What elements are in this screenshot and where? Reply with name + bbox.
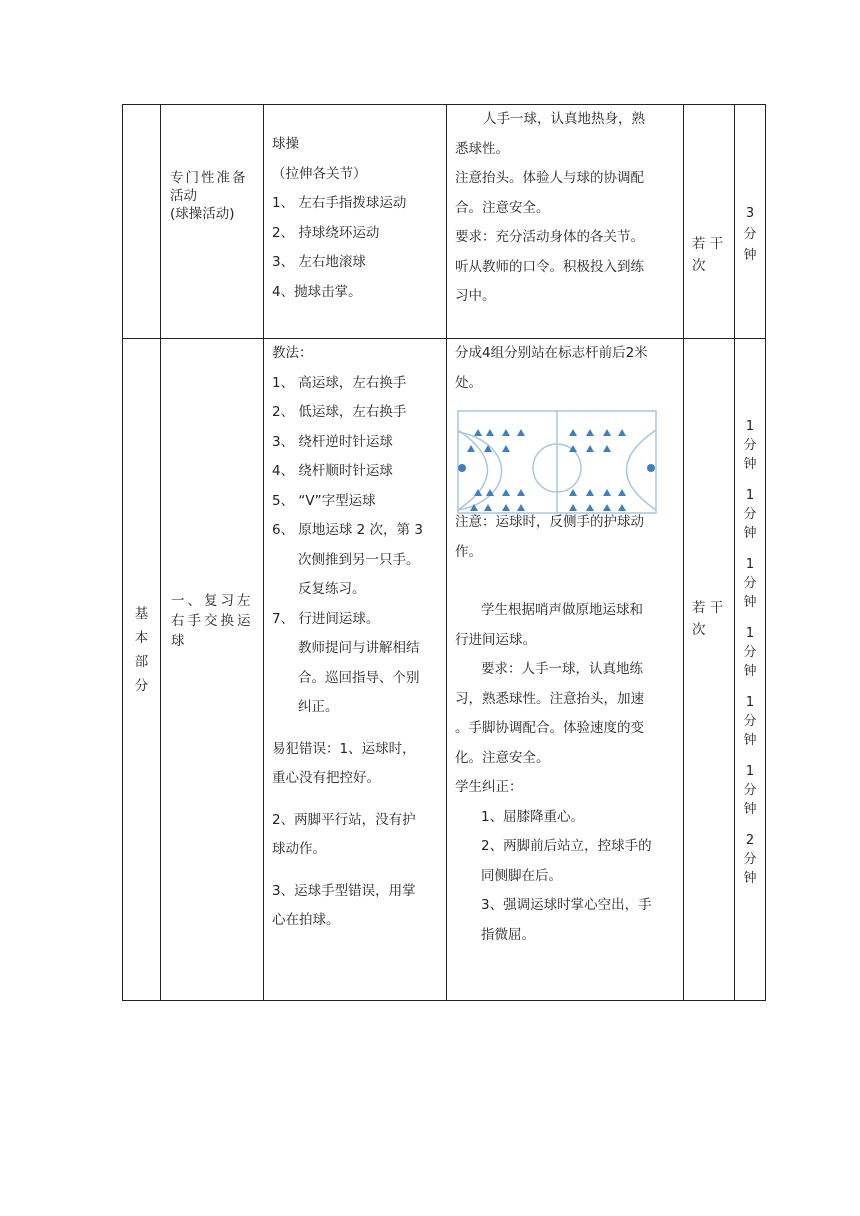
times-line: 次 xyxy=(692,258,706,274)
req-line: 悉球性。 xyxy=(455,140,509,157)
req-line: 作。 xyxy=(455,543,482,560)
error-line: 心在拍球。 xyxy=(272,912,340,928)
activity-line: 活动 xyxy=(170,188,197,204)
method-item: 4、 绕杆顺时针运球 xyxy=(272,463,393,479)
req-line: 。手脚协调配合。体验速度的变 xyxy=(455,720,644,736)
times-cell xyxy=(684,105,735,339)
method-item-cont: 反复练习。 xyxy=(298,581,366,597)
duration-block xyxy=(735,417,765,474)
duration-unit: 分 xyxy=(743,714,757,729)
section-char: 部 xyxy=(134,653,149,670)
requirements-cell xyxy=(447,105,684,339)
hoop-left-icon xyxy=(458,464,466,472)
section-char: 基 xyxy=(134,605,149,622)
req-line: 1、屈膝降重心。 xyxy=(481,808,585,825)
req-line-blank xyxy=(455,567,679,596)
duration-number: 1 xyxy=(745,764,755,779)
duration-unit: 分 xyxy=(743,227,757,242)
duration-unit: 钟 xyxy=(743,248,757,263)
table-row xyxy=(123,105,766,339)
method-item: 3、 绕杆逆时针运球 xyxy=(272,433,393,450)
duration-block xyxy=(735,693,765,750)
method-item: 5、 “V”字型运球 xyxy=(272,492,376,509)
duration-unit: 钟 xyxy=(743,457,757,472)
duration-unit: 钟 xyxy=(743,664,757,679)
duration-unit: 分 xyxy=(743,645,757,660)
method-item-cont: 纠正。 xyxy=(298,699,339,715)
method-head: 教法： xyxy=(272,345,313,361)
error-line: 重心没有把控好。 xyxy=(272,770,380,786)
duration-cell xyxy=(735,339,766,1001)
req-line: 学生根据哨声做原地运球和 xyxy=(481,602,643,618)
duration-unit: 分 xyxy=(743,507,757,522)
content-subtitle: （拉伸各关节） xyxy=(272,165,367,182)
content-item: 3、 左右地滚球 xyxy=(272,254,366,270)
duration-block xyxy=(735,762,765,819)
duration-unit: 分 xyxy=(743,852,757,867)
times-line: 若 干 xyxy=(692,600,724,616)
duration-unit: 分 xyxy=(743,576,757,591)
method-item-cont: 教师提问与讲解相结 xyxy=(298,640,420,656)
court-diagram xyxy=(457,410,657,514)
req-line: 合。注意安全。 xyxy=(455,199,550,216)
duration-unit: 钟 xyxy=(743,526,757,541)
duration-number: 1 xyxy=(745,419,755,434)
error-line: 2、两脚平行站，没有护 xyxy=(272,811,416,828)
method-item: 1、 高运球，左右换手 xyxy=(272,374,407,391)
requirements-cell xyxy=(447,339,684,1001)
req-line: 习中。 xyxy=(455,288,496,304)
req-line: 处。 xyxy=(455,374,482,391)
lesson-plan-table xyxy=(122,104,766,1001)
duration-number: 1 xyxy=(745,488,755,503)
method-item-cont: 次侧推到另一只手。 xyxy=(298,551,420,568)
times-cell xyxy=(684,339,735,1001)
times-line: 若 干 xyxy=(692,236,724,252)
req-line: 要求：人手一球，认真地练 xyxy=(481,661,643,677)
content-item: 1、 左右手指拨球运动 xyxy=(272,195,407,211)
activity-line: 右手交换运 xyxy=(171,613,254,629)
req-line: 要求：充分活动身体的各关节。 xyxy=(455,229,644,245)
duration-block xyxy=(735,555,765,612)
activity-cell xyxy=(161,339,264,1001)
req-line: 听从教师的口令。积极投入到练 xyxy=(455,258,644,275)
duration-block xyxy=(735,831,765,888)
req-line: 指微屈。 xyxy=(481,926,535,943)
duration-block xyxy=(735,624,765,681)
req-line: 分成4组分别站在标志杆前后2米 xyxy=(455,345,648,361)
duration-unit: 钟 xyxy=(743,733,757,748)
req-line: 2、两脚前后站立，控球手的 xyxy=(481,838,652,854)
content-title: 球操 xyxy=(272,136,299,152)
duration-unit: 钟 xyxy=(743,595,757,610)
table-row xyxy=(123,339,766,1001)
error-line: 易犯错误：1、运球时， xyxy=(272,740,416,757)
content-cell xyxy=(264,339,447,1001)
activity-line: 球 xyxy=(171,633,188,649)
req-line: 习，熟悉球性。注意抬头，加速 xyxy=(455,690,644,707)
marker-group xyxy=(467,429,626,511)
error-line: 球动作。 xyxy=(272,841,326,857)
hoop-right-icon xyxy=(647,464,655,472)
req-line: 注意抬头。体验人与球的协调配 xyxy=(455,170,644,186)
section-char: 本 xyxy=(134,629,149,646)
method-item-cont: 合。巡回指导、个别 xyxy=(298,669,420,686)
duration-unit: 分 xyxy=(743,783,757,798)
activity-line: 专门性准备 xyxy=(170,170,248,186)
req-line: 同侧脚在后。 xyxy=(481,867,562,884)
duration-unit: 钟 xyxy=(743,802,757,817)
req-line: 化。注意安全。 xyxy=(455,749,550,766)
activity-line: 一、复习左 xyxy=(171,593,254,609)
duration-number: 1 xyxy=(745,557,755,572)
error-line: 3、运球手型错误，用掌 xyxy=(272,882,416,899)
req-line: 学生纠正： xyxy=(455,779,523,795)
req-line: 3、强调运球时掌心空出，手 xyxy=(481,897,652,913)
content-cell xyxy=(264,105,447,339)
activity-line: (球操活动) xyxy=(170,206,235,222)
duration-number: 3 xyxy=(745,206,755,221)
duration-unit: 钟 xyxy=(743,871,757,886)
method-item: 7、 行进间运球。 xyxy=(272,610,380,627)
section-char: 分 xyxy=(134,677,149,694)
section-cell-empty xyxy=(123,105,161,339)
req-line: 行进间运球。 xyxy=(455,631,536,648)
content-item: 4、抛球击掌。 xyxy=(272,283,362,300)
duration-block xyxy=(735,486,765,543)
method-item: 6、 原地运球 2 次，第 3 xyxy=(272,522,423,538)
times-line: 次 xyxy=(692,622,706,638)
duration-cell xyxy=(735,105,766,339)
content-item: 2、 持球绕环运动 xyxy=(272,224,380,241)
duration-number: 2 xyxy=(745,833,755,848)
duration-number: 1 xyxy=(745,626,755,641)
duration-number: 1 xyxy=(745,695,755,710)
method-item: 2、 低运球，左右换手 xyxy=(272,404,407,420)
activity-cell xyxy=(161,105,264,339)
req-line: 注意：运球时，反侧手的护球动 xyxy=(455,514,644,530)
req-line: 人手一球，认真地热身，熟 xyxy=(483,111,645,127)
duration-unit: 分 xyxy=(743,438,757,453)
section-cell xyxy=(123,339,161,1001)
